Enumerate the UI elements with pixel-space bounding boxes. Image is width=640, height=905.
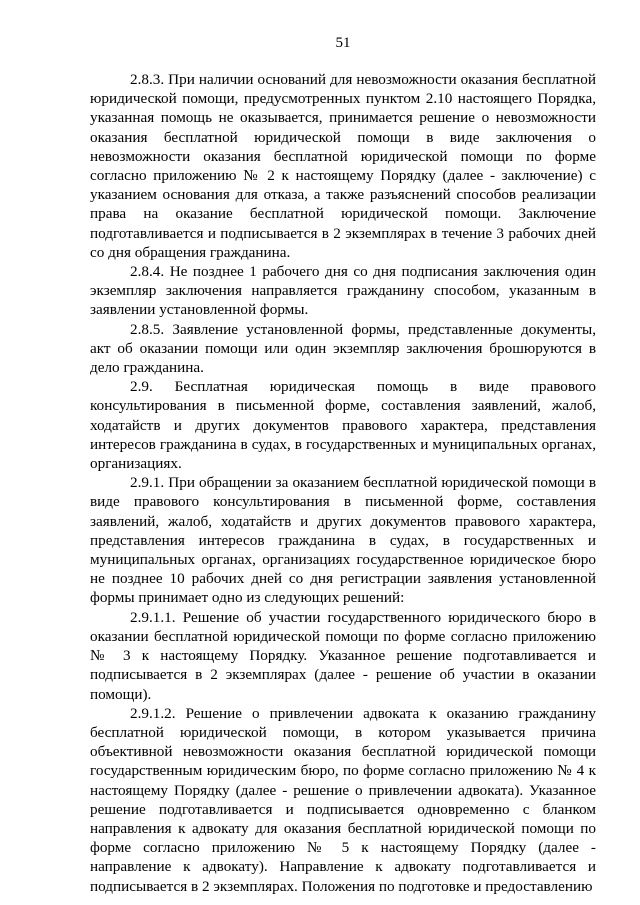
paragraph-2-9-1-2: 2.9.1.2. Решение о привлечении адвоката к оказанию гражданину бесплатной юридической помощи, в котором указывается причина объективной невозможности оказания бесплатной юридической помощи государственным юридическим бюро, по форме согласно приложению № 4 к настоящему Порядку (далее - решение о привлечении адвоката). Указанное решение подготавливается и подписывается одновременно с бланком направления к адвокату для оказания бесплатной юридической помощи по форме согласно приложению № 5 к настоящему Порядку (далее - направление к адвокату). Направление к адвокату подготавливается и подписывается в 2 экземплярах. Положения по подготовке и предоставлению: [90, 704, 596, 895]
paragraph-2-8-4: 2.8.4. Не позднее 1 рабочего дня со дня подписания заключения один экземпляр заключения направляется гражданину способом, указанным в заявлении установленной формы.: [90, 263, 596, 319]
paragraph-2-9-1: 2.9.1. При обращении за оказанием бесплатной юридической помощи в виде правового консультирования в письменной форме, составления заявлений, жалоб, ходатайств и других документов правового характера, представления интересов гражданина в судах, в государственных и муниципальных органах, организациях государственное юридическое бюро не позднее 10 рабочих дней со дня регистрации заявления установленной формы принимает одно из следующих решений:: [90, 474, 596, 607]
paragraph-2-8-3: 2.8.3. При наличии оснований для невозможности оказания бесплатной юридической помощи, предусмотренных пунктом 2.10 настоящего Порядка, указанная помощь не оказывается, принимается решение о невозможности оказания бесплатной юридической помощи в виде заключения о невозможности оказания бесплатной юридической помощи по форме согласно приложению № 2 к настоящему Порядку (далее - заключение) с указанием основания для отказа, а также разъяснений способов реализации права на оказание бесплатной юридической помощи. Заключение подготавливается и подписывается в 2 экземплярах в течение 3 рабочих дней со дня обращения гражданина.: [90, 71, 596, 261]
paragraph-2-9: 2.9. Бесплатная юридическая помощь в виде правового консультирования в письменной форме, составления заявлений, жалоб, ходатайств и других документов правового характера, представления интересов гражданина в судах, в государственных и муниципальных органах, организациях.: [90, 378, 596, 473]
paragraph-2-9-1-1: 2.9.1.1. Решение об участии государственного юридического бюро в оказании бесплатной юридической помощи по форме согласно приложению № 3 к настоящему Порядку. Указанное решение подготавливается и подписывается в 2 экземплярах (далее - решение об участии в оказании помощи).: [90, 608, 596, 703]
paragraph-2-8-5: 2.8.5. Заявление установленной формы, представленные документы, акт об оказании помощи или один экземпляр заключения брошюруются в дело гражданина.: [90, 320, 596, 377]
page-number: 51: [335, 35, 351, 51]
document-page: [90, 34, 596, 896]
